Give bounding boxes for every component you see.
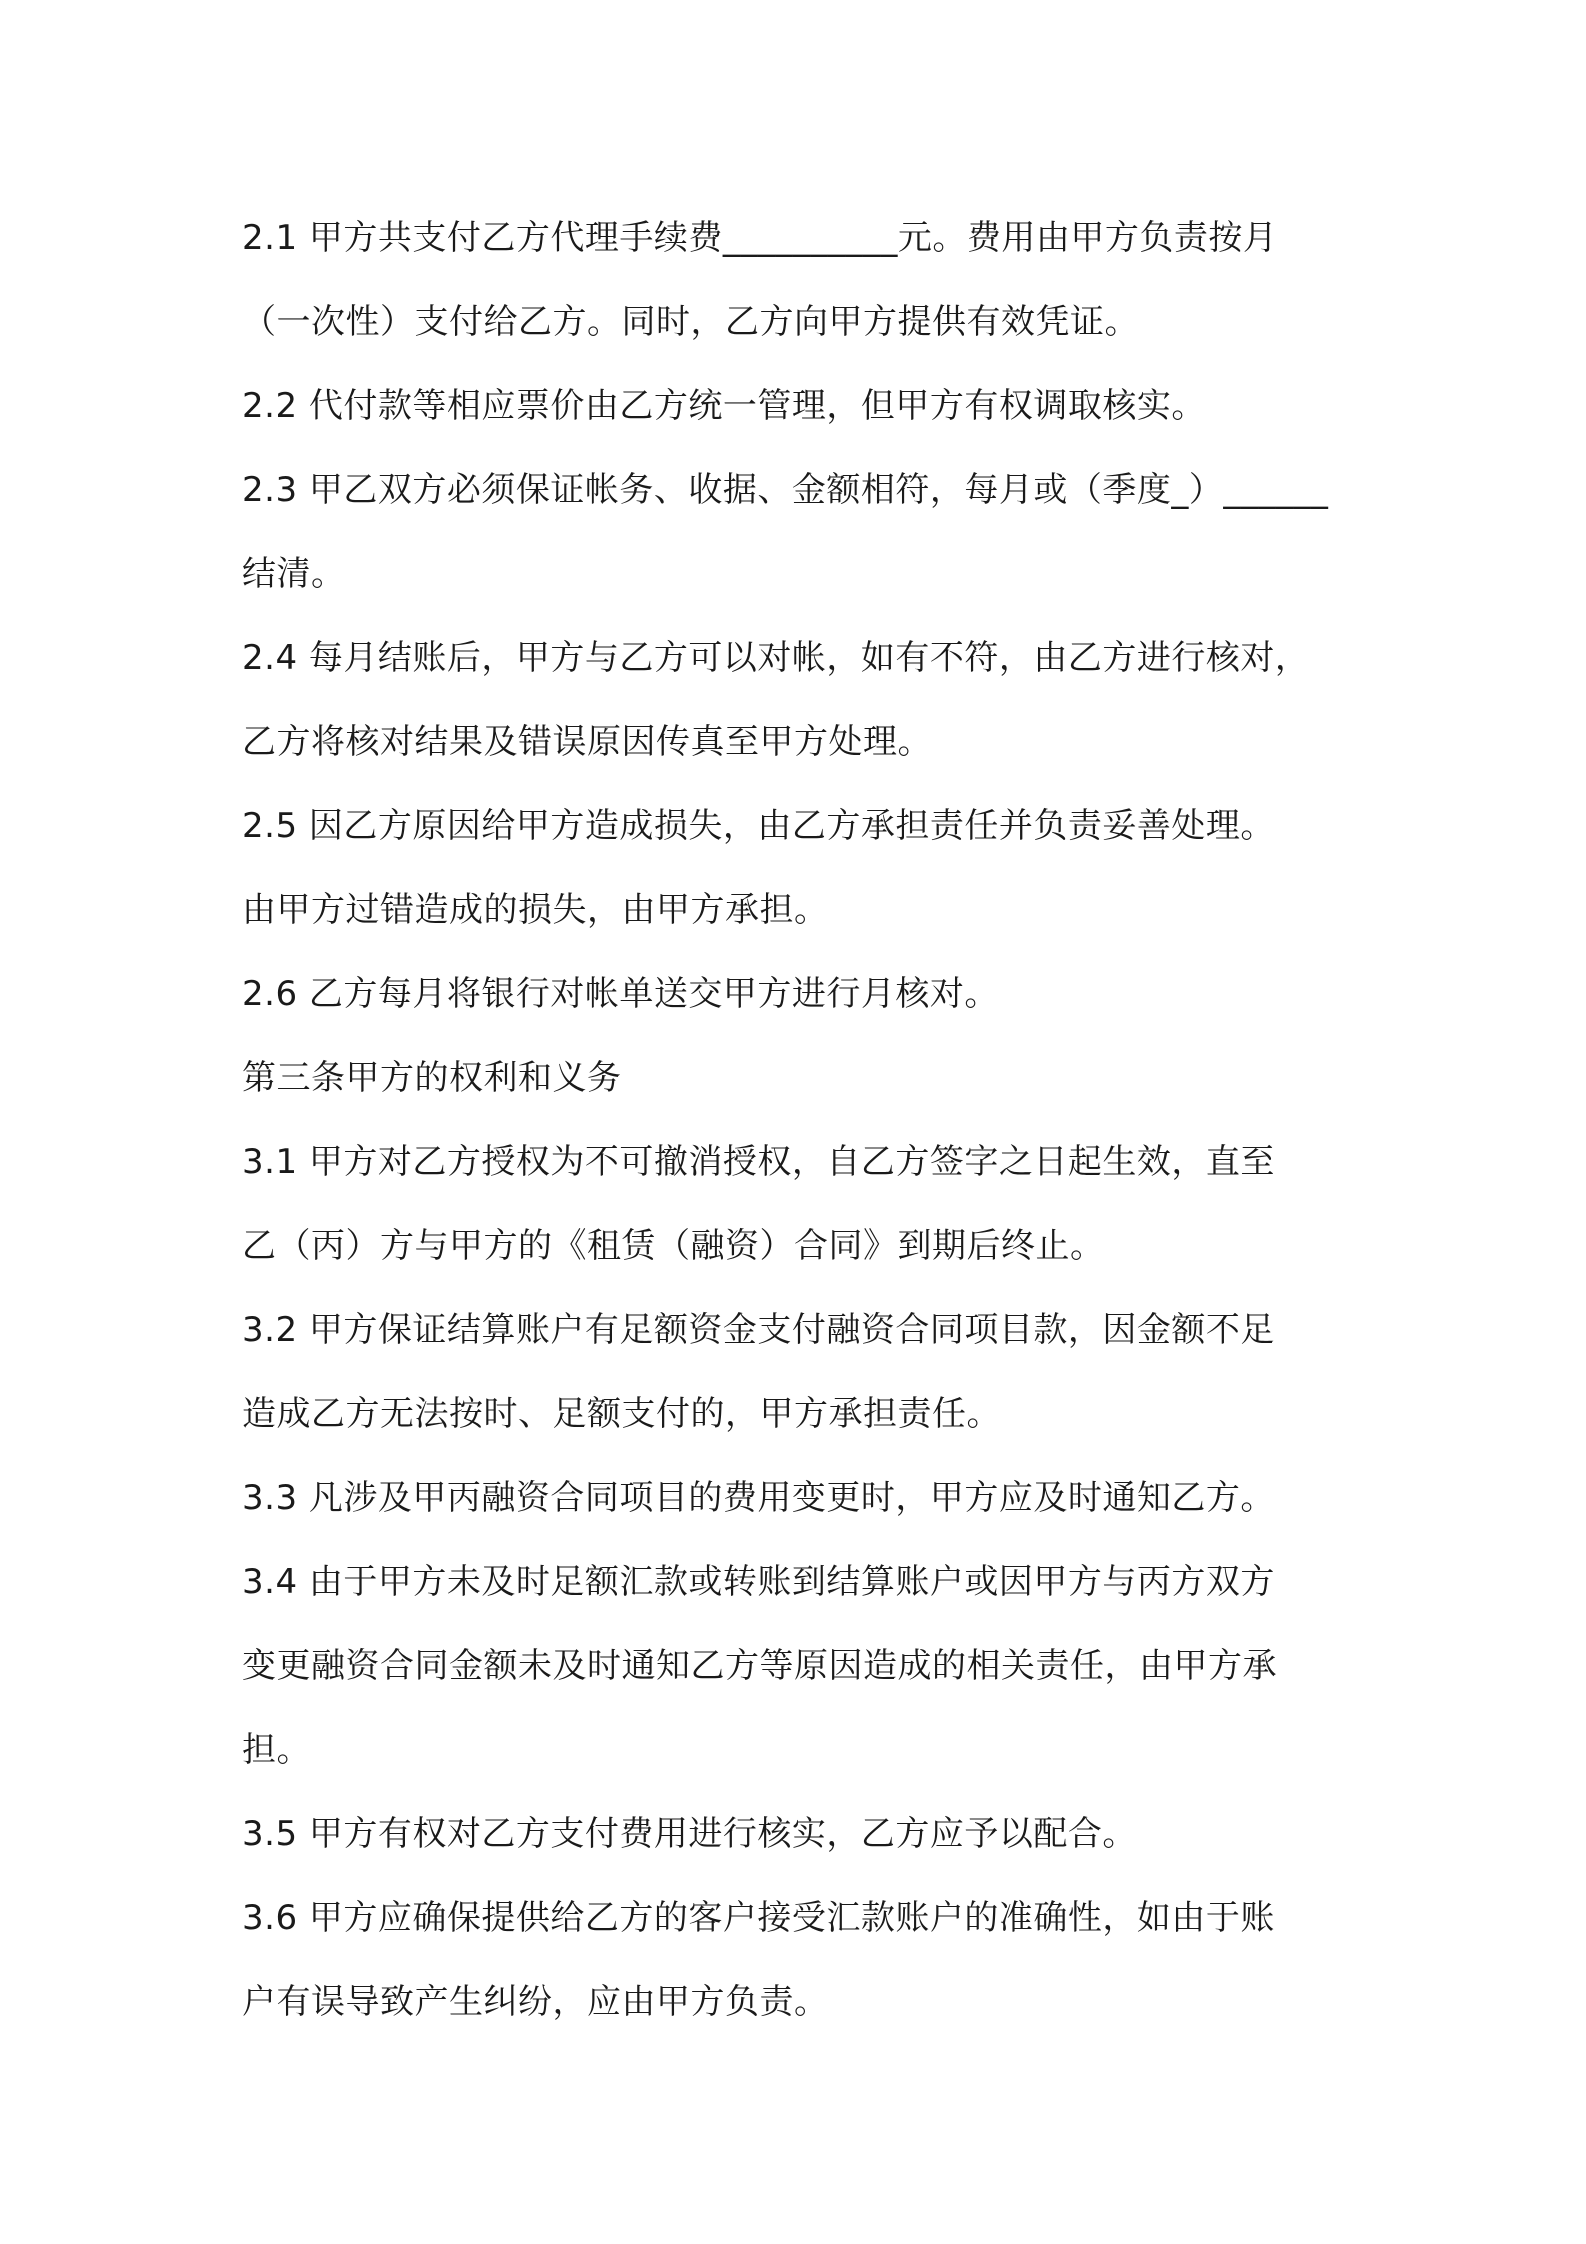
clause-3-2-line-1: 3.2 甲方保证结算账户有足额资金支付融资合同项目款，因金额不足 — [242, 1310, 1275, 1350]
clause-2-5-line-1: 2.5 因乙方原因给甲方造成损失，由乙方承担责任并负责妥善处理。 — [242, 806, 1275, 846]
clause-3-1-line-1: 3.1 甲方对乙方授权为不可撤消授权，自乙方签字之日起生效，直至 — [242, 1142, 1275, 1182]
clause-3-2-line-2: 造成乙方无法按时、足额支付的，甲方承担责任。 — [242, 1394, 1001, 1434]
clause-3-4-line-3: 担。 — [242, 1730, 311, 1770]
clause-2-4-line-1: 2.4 每月结账后，甲方与乙方可以对帐，如有不符，由乙方进行核对， — [242, 638, 1310, 678]
article-3-heading: 第三条甲方的权利和义务 — [242, 1058, 622, 1098]
clause-2-1-line-2: （一次性）支付给乙方。同时，乙方向甲方提供有效凭证。 — [242, 302, 1139, 342]
clause-3-4-line-1: 3.4 由于甲方未及时足额汇款或转账到结算账户或因甲方与丙方双方 — [242, 1562, 1275, 1602]
clause-3-6-line-1: 3.6 甲方应确保提供给乙方的客户接受汇款账户的准确性，如由于账 — [242, 1898, 1275, 1938]
document-body — [242, 196, 1352, 2044]
clause-2-3-line-1: 2.3 甲乙双方必须保证帐务、收据、金额相符，每月或（季度_）______ — [242, 470, 1329, 510]
clause-2-2-line-1: 2.2 代付款等相应票价由乙方统一管理，但甲方有权调取核实。 — [242, 386, 1206, 426]
clause-3-3-line-1: 3.3 凡涉及甲丙融资合同项目的费用变更时，甲方应及时通知乙方。 — [242, 1478, 1275, 1518]
clause-2-1-line-1: 2.1 甲方共支付乙方代理手续费__________元。费用由甲方负责按月 — [242, 218, 1278, 258]
clause-3-6-line-2: 户有误导致产生纠纷，应由甲方负责。 — [242, 1982, 829, 2022]
clause-2-5-line-2: 由甲方过错造成的损失，由甲方承担。 — [242, 890, 829, 930]
clause-3-1-line-2: 乙（丙）方与甲方的《租赁（融资）合同》到期后终止。 — [242, 1226, 1105, 1266]
clause-2-6-line-1: 2.6 乙方每月将银行对帐单送交甲方进行月核对。 — [242, 974, 999, 1014]
clause-3-4-line-2: 变更融资合同金额未及时通知乙方等原因造成的相关责任，由甲方承 — [242, 1646, 1277, 1686]
clause-2-4-line-2: 乙方将核对结果及错误原因传真至甲方处理。 — [242, 722, 932, 762]
clause-3-5-line-1: 3.5 甲方有权对乙方支付费用进行核实，乙方应予以配合。 — [242, 1814, 1137, 1854]
clause-2-3-line-2: 结清。 — [242, 554, 346, 594]
